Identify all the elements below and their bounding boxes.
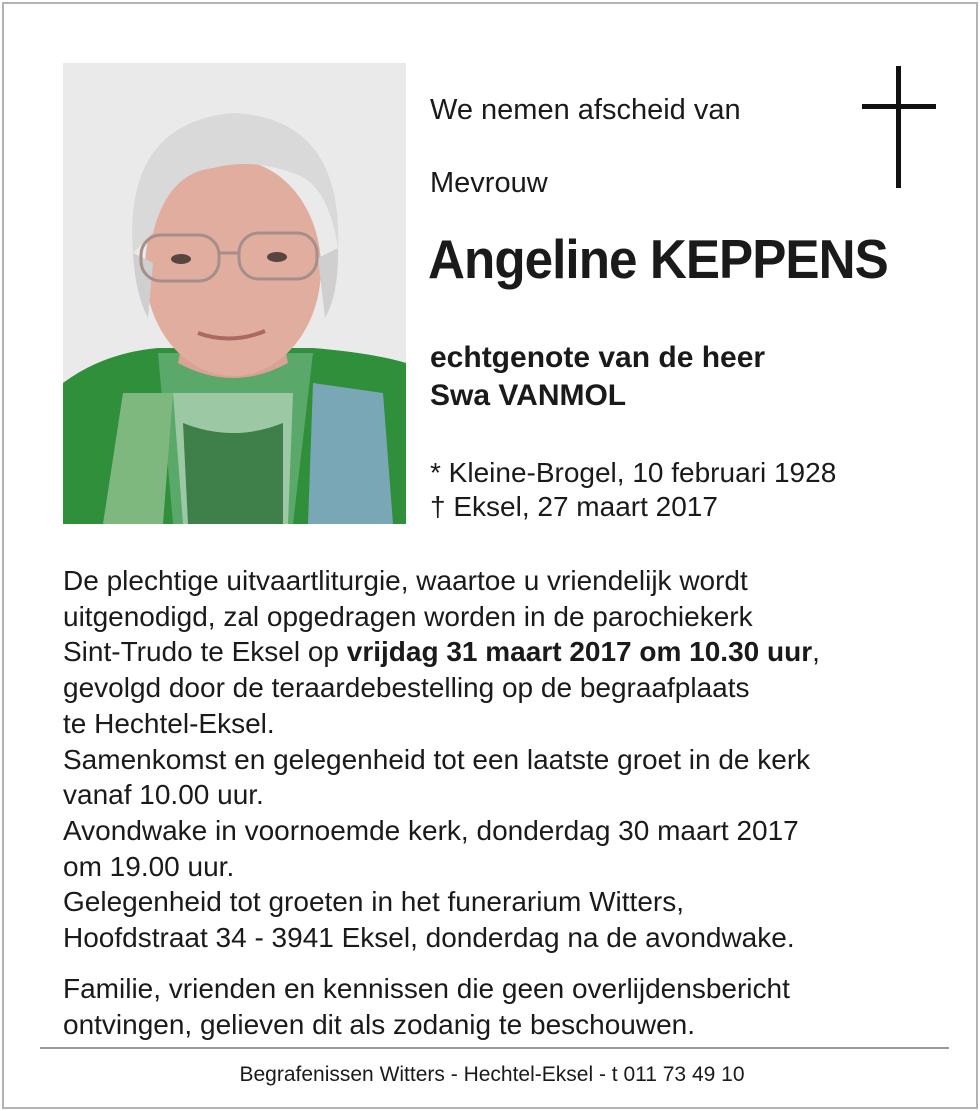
- body-line: De plechtige uitvaartliturgie, waartoe u vriendelijk wordt: [63, 565, 748, 596]
- birth-line: * Kleine-Brogel, 10 februari 1928: [430, 457, 837, 488]
- body-line-part: Sint-Trudo te Eksel op: [63, 636, 347, 668]
- body-line: gevolgd door de teraardebestelling op de begraafplaats: [63, 672, 750, 704]
- ceremony-text: [63, 563, 963, 956]
- closing-line: ontvingen, gelieven dit als zodanig te beschouwen.: [63, 1008, 695, 1040]
- body-line: vanaf 10.00 uur.: [63, 779, 264, 811]
- body-line: Hoofdstraat 34 - 3941 Eksel, donderdag na de avondwake.: [63, 922, 795, 954]
- ceremony-datetime: vrijdag 31 maart 2017 om 10.30 uur: [346, 636, 813, 668]
- body-line: [63, 634, 963, 670]
- closing-text: [63, 971, 790, 1042]
- deceased-name: Angeline KEPPENS: [428, 228, 888, 290]
- body-line: Gelegenheid tot groeten in het funerarium Witters,: [63, 886, 685, 918]
- body-line-part: ,: [812, 636, 820, 668]
- body-line: Avondwake in voornoemde kerk, donderdag 30 maart 2017: [63, 814, 799, 846]
- spouse-relation: echtgenote van de heer: [430, 341, 766, 374]
- portrait-photo: [63, 63, 406, 524]
- body-line: te Hechtel-Eksel.: [63, 707, 275, 739]
- dates-block: [430, 456, 836, 524]
- death-line: † Eksel, 27 maart 2017: [430, 491, 718, 522]
- footer-text: Begrafenissen Witters - Hechtel-Eksel - t 011 73 49 10: [239, 1063, 745, 1086]
- intro-text: We nemen afscheid van: [430, 94, 741, 126]
- cross-icon: [862, 66, 936, 190]
- obituary-card: [2, 2, 978, 1109]
- spouse-block: [430, 339, 765, 415]
- body-line: Samenkomst en gelegenheid tot een laatste groet in de kerk: [63, 743, 811, 775]
- body-line: uitgenodigd, zal opgedragen worden in de parochiekerk: [63, 600, 753, 632]
- body-line: om 19.00 uur.: [63, 850, 235, 882]
- spouse-name: Swa VANMOL: [430, 379, 627, 412]
- honorific: Mevrouw: [430, 167, 548, 199]
- closing-line: Familie, vrienden en kennissen die geen overlijdensbericht: [63, 973, 790, 1004]
- divider: [40, 1047, 949, 1049]
